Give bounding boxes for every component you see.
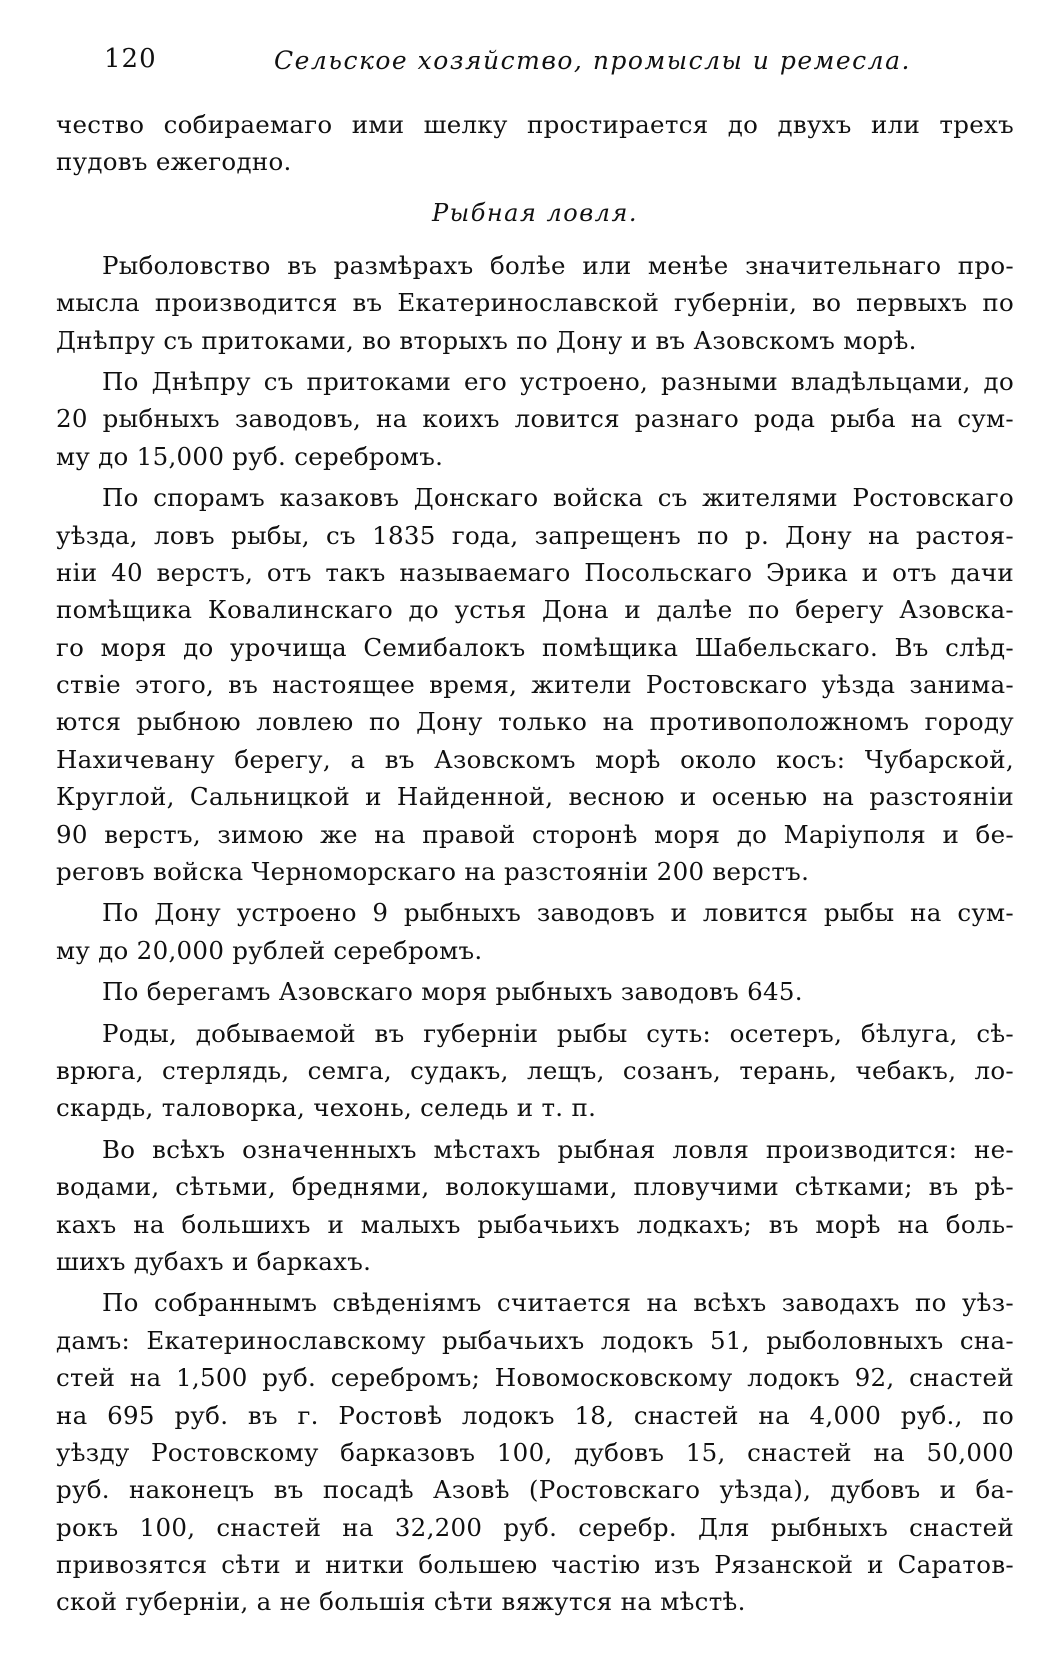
page-header bbox=[104, 44, 1004, 84]
text-line: Нахичевану берегу, а въ Азовскомъ морѣ около косъ: Чубарской, bbox=[56, 744, 1014, 774]
text-line: По берегамъ Азовскаго моря рыбныхъ заводовъ 645. bbox=[102, 977, 803, 1007]
text-line: уѣзду Ростовскому барказовъ 100, дубовъ 15, снастей на 50,000 bbox=[56, 1437, 1014, 1467]
text-line: ской губерніи, а не большія сѣти вяжутся на мѣстѣ. bbox=[56, 1587, 746, 1617]
carryover-paragraph bbox=[56, 106, 1014, 181]
text-line: ются рыбною ловлею по Дону только на противоположномъ городу bbox=[56, 707, 1014, 737]
paragraph bbox=[56, 479, 1014, 890]
paragraph bbox=[56, 894, 1014, 969]
text-line: му до 20,000 рублей серебромъ. bbox=[56, 935, 483, 965]
text-line: Рыболовство въ размѣрахъ болѣе или менѣе значительнаго про- bbox=[102, 250, 1014, 280]
text-line: Роды, добываемой въ губерніи рыбы суть: осетеръ, бѣлуга, сѣ- bbox=[102, 1018, 1014, 1048]
text-line: Круглой, Сальницкой и Найденной, весною и осенью на разстояніи bbox=[56, 782, 1014, 812]
text-line: го моря до урочища Семибалокъ помѣщика Шабельскаго. Въ слѣд- bbox=[56, 632, 1014, 662]
paragraph bbox=[56, 1131, 1014, 1281]
text-line: чество собираемаго ими шелку простирается до двухъ или трехъ bbox=[56, 110, 1014, 139]
page-number: 120 bbox=[104, 44, 157, 74]
text-line: врюга, стерлядь, семга, судакъ, лещъ, созанъ, терань, чебакъ, ло- bbox=[56, 1055, 1014, 1085]
text-line: на 695 руб. въ г. Ростовѣ лодокъ 18, снастей на 4,000 руб., по bbox=[56, 1400, 1014, 1430]
text-line: стей на 1,500 руб. серебромъ; Новомосковскому лодокъ 92, снастей bbox=[56, 1363, 1014, 1393]
text-line: По собраннымъ свѣденіямъ считается на всѣхъ заводахъ по уѣз- bbox=[102, 1288, 1014, 1318]
text-line: помѣщика Ковалинскаго до устья Дона и далѣе по берегу Азовска- bbox=[56, 595, 1014, 625]
text-line: По спорамъ казаковъ Донскаго войска съ жителями Ростовскаго bbox=[102, 483, 1014, 513]
text-line: дамъ: Екатеринославскому рыбачьихъ лодокъ 51, рыболовныхъ сна- bbox=[56, 1325, 1014, 1355]
text-line: мысла производится въ Екатеринославской губерніи, во первыхъ по bbox=[56, 288, 1014, 318]
paragraph bbox=[56, 1284, 1014, 1621]
text-line: водами, сѣтьми, бреднями, волокушами, пловучими сѣтками; въ рѣ- bbox=[56, 1172, 1014, 1202]
text-line: ствіе этого, въ настоящее время, жители Ростовскаго уѣзда занима- bbox=[56, 670, 1014, 700]
section-title: Рыбная ловля. bbox=[432, 198, 638, 227]
text-line: скардь, таловорка, чехонь, селедь и т. п. bbox=[56, 1093, 597, 1123]
text-line: реговъ войска Черноморскаго на разстояніи 200 верстъ. bbox=[56, 857, 810, 887]
text-line: По Дону устроено 9 рыбныхъ заводовъ и ловится рыбы на сум- bbox=[102, 898, 1014, 928]
text-line: рокъ 100, снастей на 32,200 руб. серебр. Для рыбныхъ снастей bbox=[56, 1512, 1014, 1542]
paragraph bbox=[56, 973, 1014, 1010]
running-head: Сельское хозяйство, промыслы и ремесла. bbox=[274, 46, 911, 75]
text-line: руб. наконецъ въ посадѣ Азовѣ (Ростовскаго уѣзда), дубовъ и ба- bbox=[56, 1475, 1014, 1505]
paragraphs bbox=[56, 247, 1014, 1621]
text-line: привозятся сѣти и нитки большею частію изъ Рязанской и Саратов- bbox=[56, 1550, 1014, 1580]
body-text bbox=[56, 106, 1014, 1625]
text-line: уѣзда, ловъ рыбы, съ 1835 года, запрещенъ по р. Дону на растоя- bbox=[56, 520, 1014, 550]
text-line: Во всѣхъ означенныхъ мѣстахъ рыбная ловля производится: не- bbox=[102, 1134, 1014, 1164]
paragraph bbox=[56, 247, 1014, 359]
text-line: шихъ дубахъ и баркахъ. bbox=[56, 1246, 372, 1276]
text-line: кахъ на большихъ и малыхъ рыбачьихъ лодкахъ; въ морѣ на боль- bbox=[56, 1209, 1014, 1239]
text-line: Днѣпру съ притоками, во вторыхъ по Дону и въ Азовскомъ морѣ. bbox=[56, 325, 917, 355]
text-line: ніи 40 верстъ, отъ такъ называемаго Посольскаго Эрика и отъ дачи bbox=[56, 557, 1014, 587]
text-line: 90 верстъ, зимою же на правой сторонѣ моря до Маріуполя и бе- bbox=[56, 819, 1014, 849]
text-line: 20 рыбныхъ заводовъ, на коихъ ловится разнаго рода рыба на сум- bbox=[56, 404, 1014, 434]
paragraph bbox=[56, 1015, 1014, 1127]
text-line: му до 15,000 руб. серебромъ. bbox=[56, 441, 444, 471]
text-line: пудовъ ежегодно. bbox=[56, 147, 292, 177]
paragraph bbox=[56, 363, 1014, 475]
text-line: По Днѣпру съ притоками его устроено, разными владѣльцами, до bbox=[102, 366, 1014, 396]
